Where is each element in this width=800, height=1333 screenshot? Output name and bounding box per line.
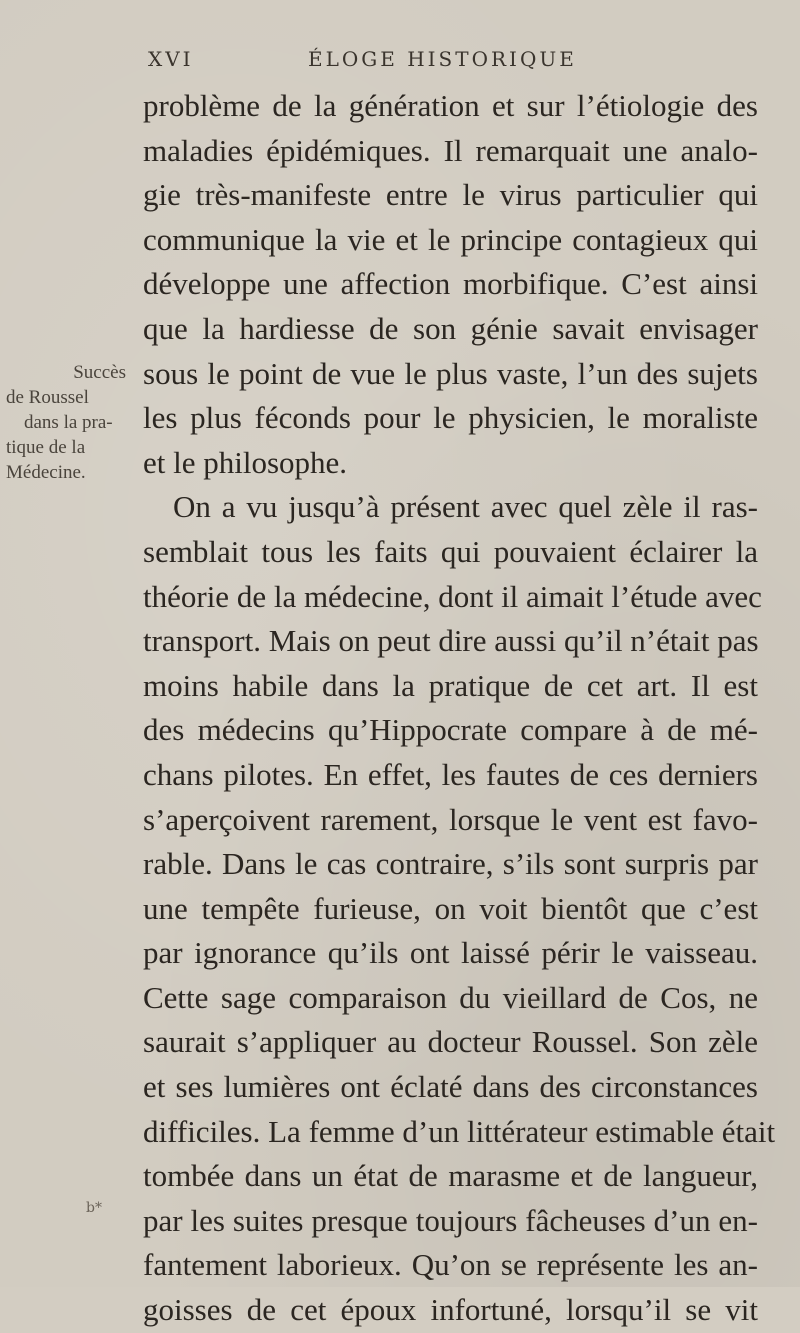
text-line: communique la vie et le principe contagieux qui (143, 221, 758, 257)
text-line: moins habile dans la pratique de cet art. Il est (143, 667, 758, 703)
margin-note-line: dans la pra- (24, 412, 113, 433)
text-line: maladies épidémiques. Il remarquait une analo- (143, 132, 758, 168)
running-title: ÉLOGE HISTORIQUE (308, 47, 577, 71)
text-line: difficiles. La femme d’un littérateur estimable était (143, 1113, 776, 1149)
text-line: chans pilotes. En effet, les fautes de ces derniers (143, 756, 758, 792)
text-line: les plus féconds pour le physicien, le moraliste (143, 400, 758, 436)
text-line: s’aperçoivent rarement, lorsque le vent est favo- (143, 801, 758, 837)
page-number: XVI (148, 47, 194, 71)
margin-note-line: de Roussel (6, 387, 89, 408)
text-line: gie très-manifeste entre le virus particulier qui (143, 177, 758, 213)
text-line: des médecins qu’Hippocrate compare à de mé- (143, 712, 758, 748)
text-line: fantement laborieux. Qu’on se représente les an- (143, 1247, 758, 1283)
text-line: On a vu jusqu’à présent avec quel zèle il ras- (173, 489, 758, 525)
text-line: semblait tous les faits qui pouvaient éclairer la (143, 533, 758, 569)
text-line: par les suites presque toujours fâcheuses d’un en- (143, 1202, 758, 1238)
margin-note-line: Succès (73, 362, 126, 383)
text-line: Cette sage comparaison du vieillard de Cos, ne (143, 979, 758, 1015)
text-line: goisses de cet époux infortuné, lorsqu’il se vit (143, 1292, 758, 1328)
margin-note-line: Médecine. (6, 462, 86, 483)
text-line: une tempête furieuse, on voit bientôt que c’est (143, 890, 758, 926)
margin-note (6, 360, 130, 485)
text-line: développe une affection morbifique. C’est ainsi (143, 266, 758, 302)
text-line: que la hardiesse de son génie savait envisager (143, 310, 758, 346)
text-line: théorie de la médecine, dont il aimait l’étude avec (143, 578, 762, 614)
text-line: rable. Dans le cas contraire, s’ils sont surpris par (143, 846, 758, 882)
text-line: saurait s’appliquer au docteur Roussel. Son zèle (143, 1024, 758, 1060)
margin-note-line: tique de la (6, 437, 86, 458)
running-head (148, 47, 608, 77)
text-line: problème de la génération et sur l’étiologie des (143, 88, 758, 123)
text-line: transport. Mais on peut dire aussi qu’il n’était pas (143, 623, 759, 659)
text-line: et ses lumières ont éclaté dans des circonstances (143, 1069, 758, 1105)
text-line: sous le point de vue le plus vaste, l’un des sujets (143, 355, 758, 391)
signature-mark: b* (86, 1200, 102, 1216)
body-text (143, 84, 776, 1333)
text-line: et le philosophe. (143, 444, 348, 480)
text-line: par ignorance qu’ils ont laissé périr le vaisseau. (143, 935, 758, 971)
text-line: tombée dans un état de marasme et de langueur, (143, 1158, 758, 1194)
